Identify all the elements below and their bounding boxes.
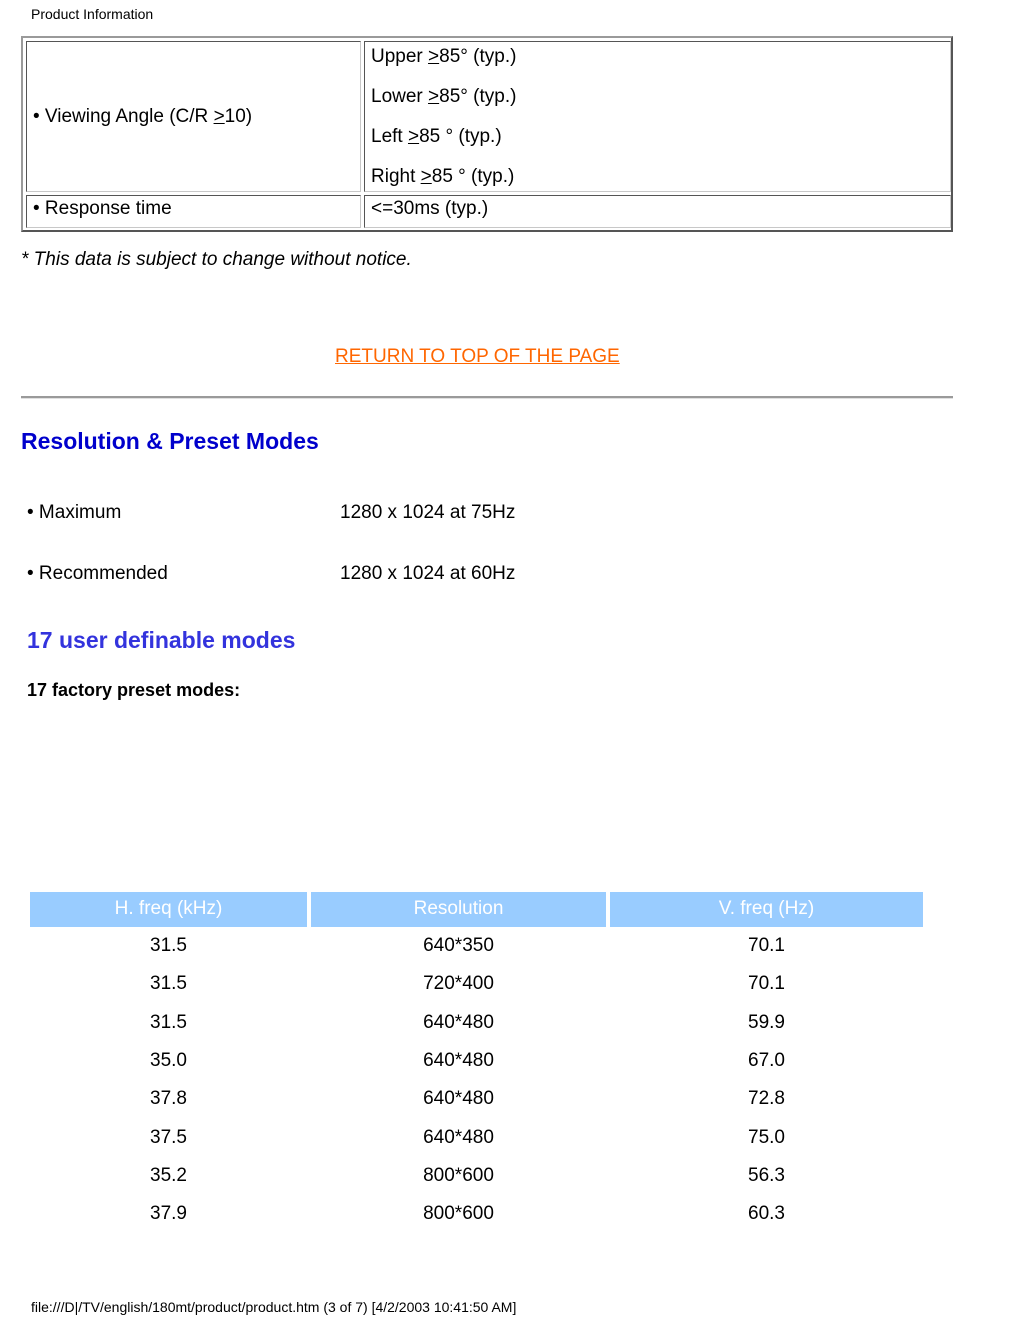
table-cell: 35.2: [150, 1165, 187, 1186]
recommended-value: 1280 x 1024 at 60Hz: [340, 563, 516, 584]
viewing-angle-upper: Upper >85° (typ.): [371, 46, 517, 67]
response-time-label: • Response time: [33, 198, 172, 219]
table-cell: 67.0: [748, 1050, 785, 1071]
table-cell: 37.8: [150, 1088, 187, 1109]
table-cell: 640*480: [423, 1012, 494, 1033]
header-vfreq: V. freq (Hz): [610, 892, 923, 927]
table-cell: 37.5: [150, 1127, 187, 1148]
return-to-top-link[interactable]: RETURN TO TOP OF THE PAGE: [335, 346, 620, 367]
viewing-angle-right: Right >85 ° (typ.): [371, 166, 515, 187]
response-time-value: <=30ms (typ.): [371, 198, 489, 219]
table-cell: 70.1: [748, 973, 785, 994]
response-time-value-cell: [364, 195, 951, 228]
recommended-label: • Recommended: [27, 563, 168, 584]
viewing-angle-lower: Lower >85° (typ.): [371, 86, 517, 107]
table-cell: 56.3: [748, 1165, 785, 1186]
page-header: Product Information: [31, 6, 154, 22]
table-cell: 31.5: [150, 973, 187, 994]
table-cell: 800*600: [423, 1203, 494, 1224]
table-cell: 37.9: [150, 1203, 187, 1224]
table-cell: 800*600: [423, 1165, 494, 1186]
table-cell: 640*350: [423, 935, 494, 956]
table-cell: 75.0: [748, 1127, 785, 1148]
spec-table: [21, 36, 953, 232]
table-cell: 31.5: [150, 935, 187, 956]
table-cell: 35.0: [150, 1050, 187, 1071]
horizontal-divider: [21, 396, 953, 399]
table-cell: 720*400: [423, 973, 494, 994]
maximum-label: • Maximum: [27, 502, 122, 523]
header-hfreq: H. freq (kHz): [30, 892, 307, 927]
table-cell: 70.1: [748, 935, 785, 956]
user-modes-heading: 17 user definable modes: [27, 627, 296, 653]
table-cell: 640*480: [423, 1088, 494, 1109]
header-resolution: Resolution: [311, 892, 606, 927]
viewing-angle-label: • Viewing Angle (C/R >10): [33, 106, 253, 127]
table-cell: 640*480: [423, 1050, 494, 1071]
table-cell: 31.5: [150, 1012, 187, 1033]
page-footer: file:///D|/TV/english/180mt/product/product.htm (3 of 7) [4/2/2003 10:41:50 AM]: [31, 1299, 517, 1315]
table-cell: 640*480: [423, 1127, 494, 1148]
change-notice: * This data is subject to change without notice.: [21, 249, 412, 270]
maximum-value: 1280 x 1024 at 75Hz: [340, 502, 516, 523]
section-title: Resolution & Preset Modes: [21, 428, 319, 454]
table-cell: 59.9: [748, 1012, 785, 1033]
factory-modes-heading: 17 factory preset modes:: [27, 680, 241, 700]
viewing-angle-left: Left >85 ° (typ.): [371, 126, 502, 147]
viewing-angle-values-cell: [364, 41, 951, 192]
viewing-angle-label-cell: [26, 41, 361, 192]
table-cell: 60.3: [748, 1203, 785, 1224]
table-cell: 72.8: [748, 1088, 785, 1109]
response-time-label-cell: [26, 195, 361, 228]
